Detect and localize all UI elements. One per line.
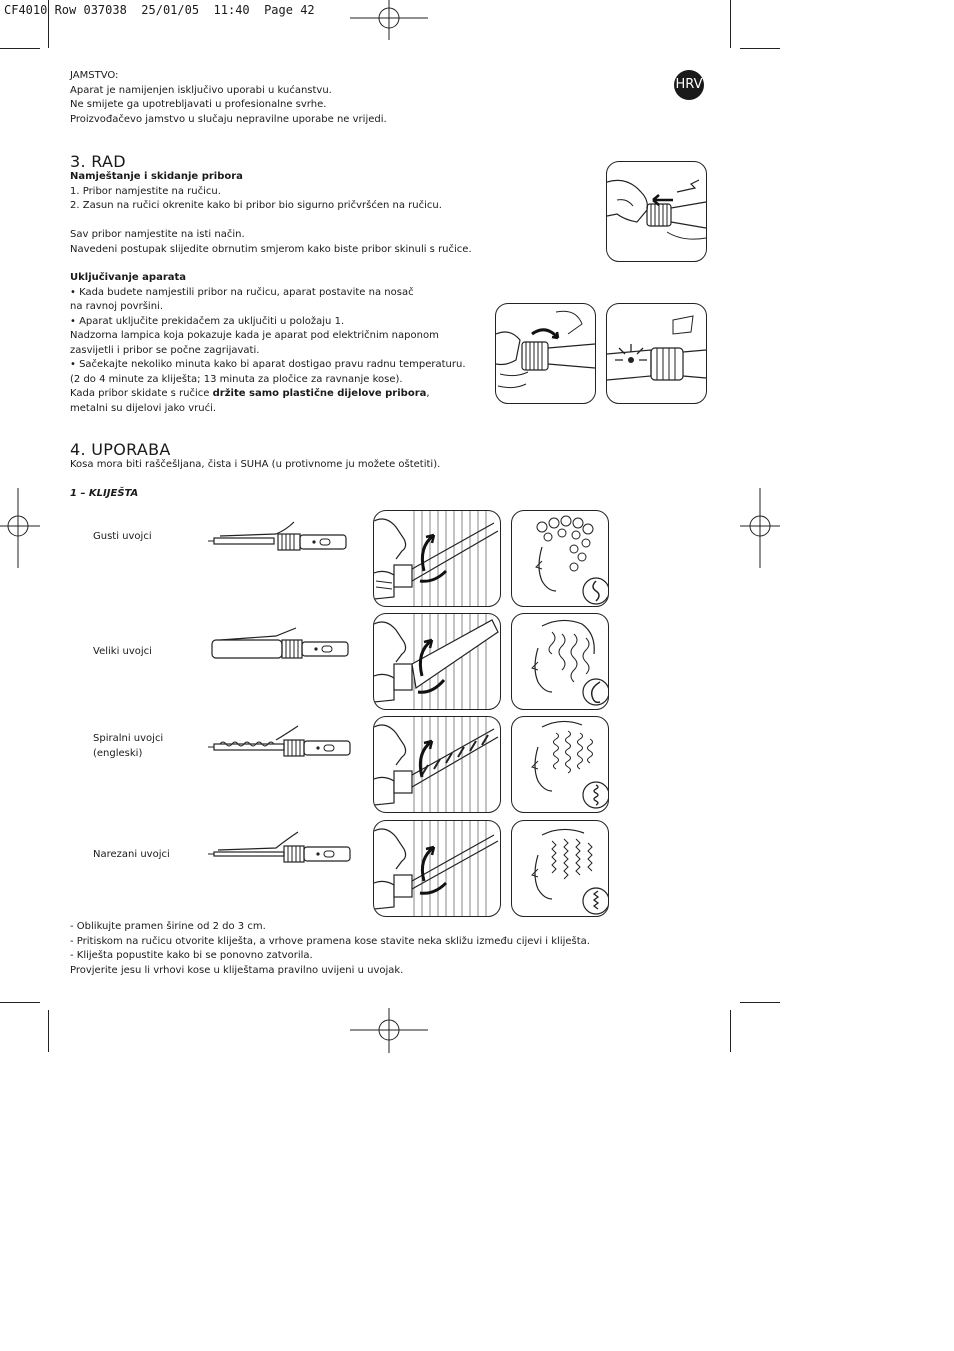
paragraph-line [70,387,466,402]
print-header: CF4010 Row 037038 25/01/05 11:40 Page 42 [4,3,315,17]
curl-type-name: Gusti uvojci [93,531,152,542]
curl-type-label [93,848,170,863]
thin-tong-icon [206,518,352,556]
step-line: - Pritiskom na ručicu otvorite kliješta, a vrhove pramena kose stavite neka skližu između cijevi i kliješta. [70,935,590,947]
registration-mark-bottom [350,1008,430,1053]
curl-type-name: Narezani uvojci [93,849,170,860]
section-3-sub2 [70,271,466,416]
curl-type-note: (engleski) [93,747,143,759]
crop-mark [0,1002,40,1003]
hairstyle-result-illustration [511,716,609,813]
warning-emphasis: držite samo plastične dijelove pribora [212,388,427,399]
paragraph-line: Nadzorna lampica koja pokazuje kada je aparat pod električnim naponom [70,330,439,341]
section-4-title: 4. UPORABA [70,440,171,459]
registration-mark-top [350,0,430,40]
curl-type-label [93,732,163,761]
paragraph-line: 1. Pribor namjestite na ručicu. [70,185,221,197]
crop-mark [740,1002,780,1003]
paragraph-line: na ravnoj površini. [70,301,163,312]
registration-mark-left [0,488,40,568]
curling-step-illustration [373,510,501,607]
paragraph-line: metalni su dijelovi jako vrući. [70,402,217,414]
warranty-line: Ne smijete ga upotrebljavati u profesionalne svrhe. [70,99,327,110]
warranty-line: Proizvođačevo jamstvo u slučaju nepravilne uporabe ne vrijedi. [70,113,387,125]
wide-tong-icon [206,626,352,666]
section-4-subtitle: 1 – KLIJEŠTA [70,488,139,499]
curl-type-name: Veliki uvojci [93,646,152,657]
paragraph-line: 2. Zasun na ručici okrenite kako bi pribor bio sigurno pričvršćen na ručicu. [70,200,442,211]
hairstyle-result-illustration [511,510,609,607]
curling-step-illustration [373,716,501,813]
paragraph-line: Sav pribor namjestite na isti način. [70,229,245,240]
section-3-title: 3. RAD [70,152,126,171]
language-badge: HRV [674,70,704,100]
paragraph-line: zasvijetli i pribor se počne zagrijavati. [70,344,260,356]
paragraph-line: • Sačekajte nekoliko minuta kako bi aparat dostigao pravu radnu temperaturu. [70,359,466,370]
curl-type-label [93,645,152,660]
crimp-tong-icon [206,830,356,866]
indicator-light-illustration [606,303,707,404]
curl-type-label [93,530,152,545]
lock-accessory-illustration [495,303,596,404]
hairstyle-result-illustration [511,820,609,917]
sub-heading: Uključivanje aparata [70,272,187,283]
curling-step-illustration [373,820,501,917]
spiral-tong-icon [206,724,356,760]
crop-mark [730,0,731,48]
step-line: - Oblikujte pramen širine od 2 do 3 cm. [70,921,266,932]
paragraph-line: Navedeni postupak slijedite obrnutim smjerom kako biste pribor skinuli s ručice. [70,243,472,255]
paragraph-line: • Kada budete namjestili pribor na ručicu, aparat postavite na nosač [70,286,414,298]
step-line: Provjerite jesu li vrhovi kose u kliještama pravilno uvijeni u uvojak. [70,964,404,976]
text-run: Kada pribor skidate s ručice [70,388,213,399]
curling-step-illustration [373,613,501,710]
step-line: - Kliješta popustite kako bi se ponovno zatvorila. [70,950,313,961]
warranty-title: JAMSTVO: [70,70,119,81]
crop-mark [48,1010,49,1052]
registration-mark-right [740,488,780,568]
sub-heading: Namještanje i skidanje pribora [70,171,243,182]
section-4-intro: Kosa mora biti raščešljana, čista i SUHA (u protivnome ju možete oštetiti). [70,459,441,470]
warranty-line: Aparat je namijenjen isključivo uporabi u kućanstvu. [70,84,332,96]
hairstyle-result-illustration [511,613,609,710]
crop-mark [730,1010,731,1052]
warranty-block [70,69,387,127]
section-3-sub1 [70,170,472,257]
crop-mark [0,48,40,49]
paragraph-line: (2 do 4 minute za kliješta; 13 minuta za pločice za ravnanje kose). [70,373,403,385]
crop-mark [740,48,780,49]
curl-type-name: Spiralni uvojci [93,733,164,744]
attach-accessory-illustration [606,161,707,262]
paragraph-line: • Aparat uključite prekidačem za uključiti u položaju 1. [70,315,345,327]
text-run: , [426,388,430,399]
usage-steps [70,920,590,978]
